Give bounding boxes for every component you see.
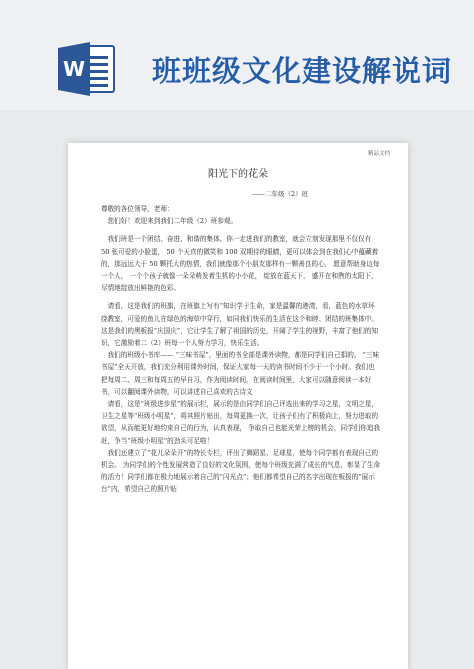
paragraph: 请看，这是我们的班旗，在班旗上写有“知识学于生命，家是温馨的港湾，看，蓝色的水草环绕教室，可爱的鱼儿在绿色的海草中穿行，如同我们快乐的生活在这个和睦、团结的班集体中。 这是我们的黑板报“庆国庆”，它让学生了解了祖国的历史，开阔了学生的视野，丰富了他们的知识，它激励着二（2）班每一个人努力学习，快乐生活。 <box>101 302 379 348</box>
document-page <box>68 143 408 669</box>
word-document-icon <box>56 38 118 100</box>
doc-body <box>101 203 381 496</box>
paragraph: 我们班是一个团结、奋进、和谐的集体。你一走进我们的教室，就会立刻发现那里不仅仅有 50 张可爱的小脸蛋， 50 个天真的微笑和 100 双期待的眼睛，更可以体会到在我们心中蕴藏着的，那远远大于 50 颗托大的热情，我们就像那个小朋友那样有一颗善良的心， 愿意帮助身边每一个人， 一个个孩子就像一朵朵萌发着生机的小小花， 绽放在蓝天下， 盛开在和煦的太阳下， 尽情地绽放出鲜艳的色彩。 <box>101 235 380 293</box>
doc-title: 阳光下的花朵 <box>208 169 268 180</box>
paragraph: 您们好！欢迎来到我们二年级（2）班参观。 <box>107 217 238 226</box>
doc-stamp: 精品文档 <box>367 151 390 157</box>
paragraph: 请看，这是“班级进步星”的展示栏，展示的是由同学们自己评选出来的学习之星，文明之星，卫生之星等“班级小明星”，将其照片贴出，每周更换一次，让孩子们有了积极向上，努力进取的欲望，从而能更好地约束自己的行为，认真表现， 争取自己也能光荣上榜的机会，同学们你追我赶，争当“班级小明星”的劲头可足啦！ <box>101 400 381 445</box>
paragraph: 我们的班级小书库—— “三味书屋”，里面的书全部是课外读物，都是同学们自己捐的。 “三味书屋”全天开放，我们充分利用课外时间，保证大家每一天的读书时间不少于一个小时。我们也把每周二、周三和每周五的早自习，作为阅读时间，在阅读时间里，大家可以随意阅读一本好书，可以翻阅课外读物，可以讲述自己喜欢的古诗文 <box>101 351 380 396</box>
doc-subtitle: ——二年级（2）班 <box>252 190 309 198</box>
paragraph: 尊敬的各位领导，老师： <box>101 205 174 213</box>
banner-title: 班班级文化建设解说词 <box>152 54 453 88</box>
word-logo-letter: W <box>62 57 86 81</box>
paragraph: 我们还建立了“花儿朵朵开”的特长专栏，评出了舞蹈星、足球星，使每个同学都有表现自己的机会。 为同学们的个性发展营造了良好的文化氛围，使每个班级充满了成长的气息，彰显了生命的活力！同学们都在极力地展示着自己的“闪光点”；他们都希望自己的名字出现在板报的“展示台”内，希望自己的照片贴 <box>101 448 381 494</box>
header-banner <box>0 0 474 110</box>
